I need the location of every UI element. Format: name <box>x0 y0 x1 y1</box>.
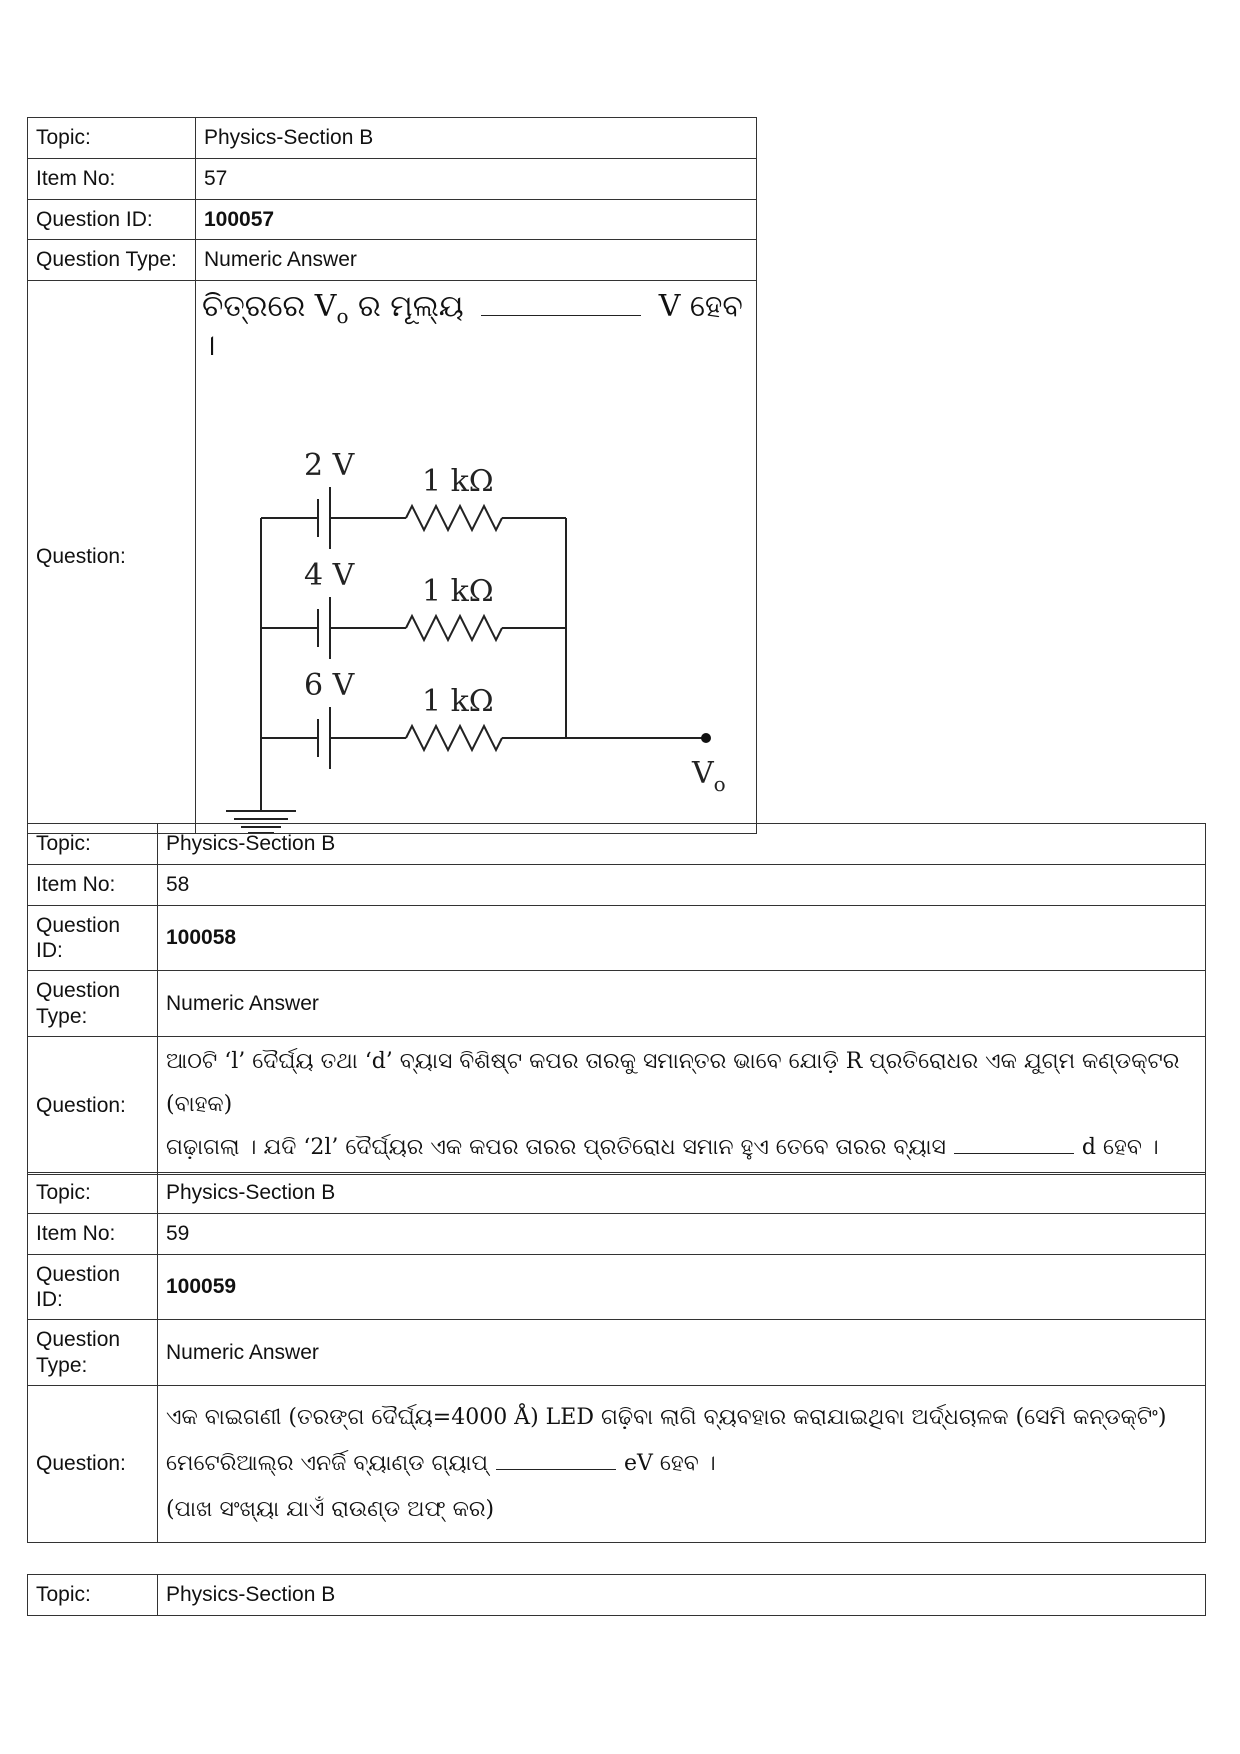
question-card-58 <box>27 823 1206 1175</box>
output-node <box>701 733 711 743</box>
answer-blank <box>954 1133 1074 1154</box>
question-id-label: Question ID: <box>28 906 158 971</box>
output-label: $V_o$ <box>692 756 726 796</box>
question-id-label: Question ID: <box>28 1255 158 1320</box>
resistor-3 <box>406 726 502 750</box>
resistor-label-3: 1 kΩ <box>422 684 494 719</box>
question-text: ଏକ ବାଇଗଣୀ (ତରଙ୍ଗ ଦୈର୍ଘ୍ୟ=4000 Å) LED ଗଢ଼ିବା ଲାଗି ବ୍ୟବହାର କରାଯାଇଥିବା ଅର୍ଦ୍ଧଚାଳକ (ସେମି କନ୍‌ଡକ୍ଟିଂ) ମେଟେରିଆଲ୍‌ର ଏନର୍ଜି ବ୍ୟାଣ୍ଡ ଗ୍ୟାପ୍ eV ହେବ । (ପାଖ ସଂଖ୍ୟା ଯାଏଁ ରାଉଣ୍ଡ ଅଫ୍ କର) <box>158 1386 1206 1543</box>
item-no-label: Item No: <box>28 1214 158 1255</box>
resistor-1 <box>406 506 502 530</box>
question-card-57 <box>27 117 757 834</box>
item-no-label: Item No: <box>28 865 158 906</box>
question-type-value: Numeric Answer <box>196 240 757 281</box>
question-label: Question: <box>28 281 196 834</box>
resistor-2 <box>406 616 502 640</box>
question-card-60 <box>27 1574 1206 1616</box>
topic-label: Topic: <box>28 824 158 865</box>
item-no-label: Item No: <box>28 159 196 200</box>
question-card-59 <box>27 1172 1206 1543</box>
question-type-label: Question Type: <box>28 971 158 1037</box>
answer-blank <box>481 295 641 316</box>
resistor-label-1: 1 kΩ <box>422 464 494 499</box>
question-type-value: Numeric Answer <box>158 971 1206 1037</box>
question-label: Question: <box>28 1037 158 1175</box>
question-id-label: Question ID: <box>28 200 196 240</box>
question-id-value: 100059 <box>158 1255 1206 1320</box>
circuit-diagram <box>196 363 756 833</box>
question-label: Question: <box>28 1386 158 1543</box>
question-type-value: Numeric Answer <box>158 1320 1206 1386</box>
topic-label: Topic: <box>28 1173 158 1214</box>
question-id-value: 100058 <box>158 906 1206 971</box>
source-label-3: 6 V <box>304 668 355 703</box>
topic-label: Topic: <box>28 118 196 159</box>
topic-value: Physics-Section B <box>158 824 1206 865</box>
topic-label: Topic: <box>28 1575 158 1616</box>
item-no-value: 57 <box>196 159 757 200</box>
question-id-value: 100057 <box>196 200 757 240</box>
source-label-1: 2 V <box>304 448 355 483</box>
question-body <box>196 281 757 834</box>
question-text: ଚିତ୍ରରେ $V_o$ ର ମୂଲ୍ୟ V ହେବ । <box>202 289 743 363</box>
question-text: ଆଠଟି ‘l’ ଦୈର୍ଘ୍ୟ ତଥା ‘d’ ବ୍ୟାସ ବିଶିଷ୍ଟ କପର ତାରକୁ ସମାନ୍ତର ଭାବେ ଯୋଡ଼ି R ପ୍ରତିରୋଧର ଏକ ଯୁଗ୍ମ କଣ୍ଡକ୍ଟର (ବାହକ) ଗଢ଼ାଗଲା । ଯଦି ‘2l’ ଦୈର୍ଘ୍ୟର ଏକ କପର ତାରର ପ୍ରତିରୋଧ ସମାନ ହୁଏ ତେବେ ତାରର ବ୍ୟାସ d ହେବ । <box>158 1037 1206 1175</box>
item-no-value: 59 <box>158 1214 1206 1255</box>
topic-value: Physics-Section B <box>196 118 757 159</box>
topic-value: Physics-Section B <box>158 1173 1206 1214</box>
source-label-2: 4 V <box>304 558 355 593</box>
question-type-label: Question Type: <box>28 240 196 281</box>
resistor-label-2: 1 kΩ <box>422 574 494 609</box>
item-no-value: 58 <box>158 865 1206 906</box>
topic-value: Physics-Section B <box>158 1575 1206 1616</box>
answer-blank <box>496 1449 616 1470</box>
question-type-label: Question Type: <box>28 1320 158 1386</box>
